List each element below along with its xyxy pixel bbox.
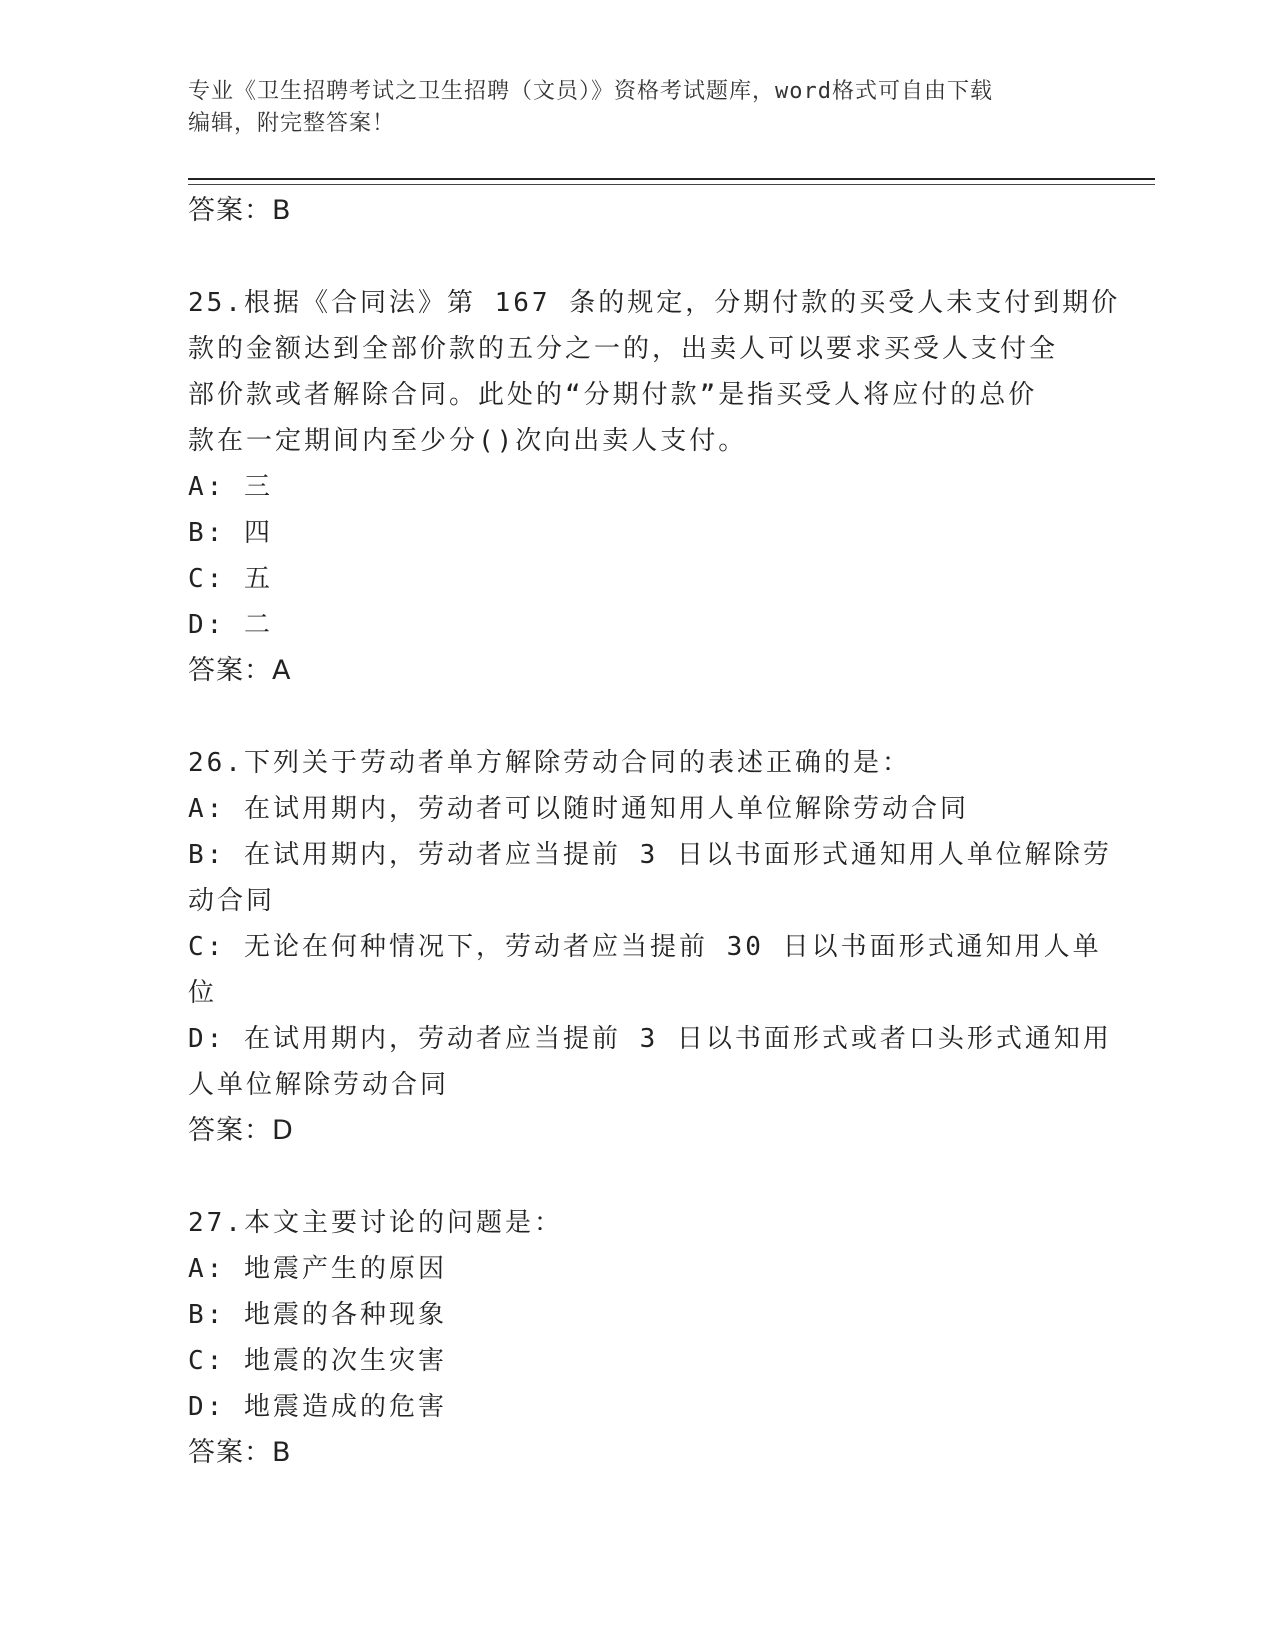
header-divider-thick xyxy=(188,178,1155,180)
question-25-text-line: 25.根据《合同法》第 167 条的规定，分期付款的买受人未支付到期价 xyxy=(188,288,1121,318)
document-header xyxy=(188,76,1068,140)
spacer xyxy=(188,234,1088,280)
header-line-2: 编辑，附完整答案！ xyxy=(188,111,396,136)
question-25-option-b: B: 四 xyxy=(188,518,273,548)
question-26-option-b: B: 在试用期内，劳动者应当提前 3 日以书面形式通知用人单位解除劳 xyxy=(188,840,1112,870)
question-26-option-d-cont: 人单位解除劳动合同 xyxy=(188,1070,450,1100)
previous-answer: 答案：B xyxy=(188,195,292,226)
question-26-text-line: 26.下列关于劳动者单方解除劳动合同的表述正确的是： xyxy=(188,748,911,778)
question-27-answer: 答案：B xyxy=(188,1437,292,1468)
question-content xyxy=(188,188,1121,1476)
question-27-option-a: A: 地震产生的原因 xyxy=(188,1254,447,1284)
question-26-option-b-cont: 动合同 xyxy=(188,886,276,916)
question-27-option-b: B: 地震的各种现象 xyxy=(188,1300,447,1330)
question-26-option-c: C: 无论在何种情况下，劳动者应当提前 30 日以书面形式通知用人单 xyxy=(188,932,1102,962)
spacer xyxy=(188,1154,1088,1200)
question-25-option-c: C: 五 xyxy=(188,564,273,594)
question-26-option-a: A: 在试用期内，劳动者可以随时通知用人单位解除劳动合同 xyxy=(188,794,969,824)
question-25-answer: 答案：A xyxy=(188,655,292,686)
question-25-option-d: D: 二 xyxy=(188,610,273,640)
question-27 xyxy=(188,1200,1088,1476)
question-27-option-d: D: 地震造成的危害 xyxy=(188,1392,447,1422)
question-25 xyxy=(188,280,1121,694)
header-line-1: 专业《卫生招聘考试之卫生招聘（文员）》资格考试题库，word格式可自由下载 xyxy=(188,79,993,104)
header-divider-thin xyxy=(188,184,1155,185)
question-25-text-line: 款在一定期间内至少分()次向出卖人支付。 xyxy=(188,426,748,456)
question-26-answer: 答案：D xyxy=(188,1115,294,1146)
question-26-option-c-cont: 位 xyxy=(188,978,218,1008)
question-25-text-line: 部价款或者解除合同。此处的“分期付款”是指买受人将应付的总价 xyxy=(188,380,1038,410)
question-27-option-c: C: 地震的次生灾害 xyxy=(188,1346,447,1376)
question-25-text-line: 款的金额达到全部价款的五分之一的，出卖人可以要求买受人支付全 xyxy=(188,334,1059,364)
spacer xyxy=(188,694,1088,740)
question-26-option-d: D: 在试用期内，劳动者应当提前 3 日以书面形式或者口头形式通知用 xyxy=(188,1024,1112,1054)
question-25-option-a: A: 三 xyxy=(188,472,273,502)
question-26 xyxy=(188,740,1112,1154)
question-27-text-line: 27.本文主要讨论的问题是： xyxy=(188,1208,563,1238)
